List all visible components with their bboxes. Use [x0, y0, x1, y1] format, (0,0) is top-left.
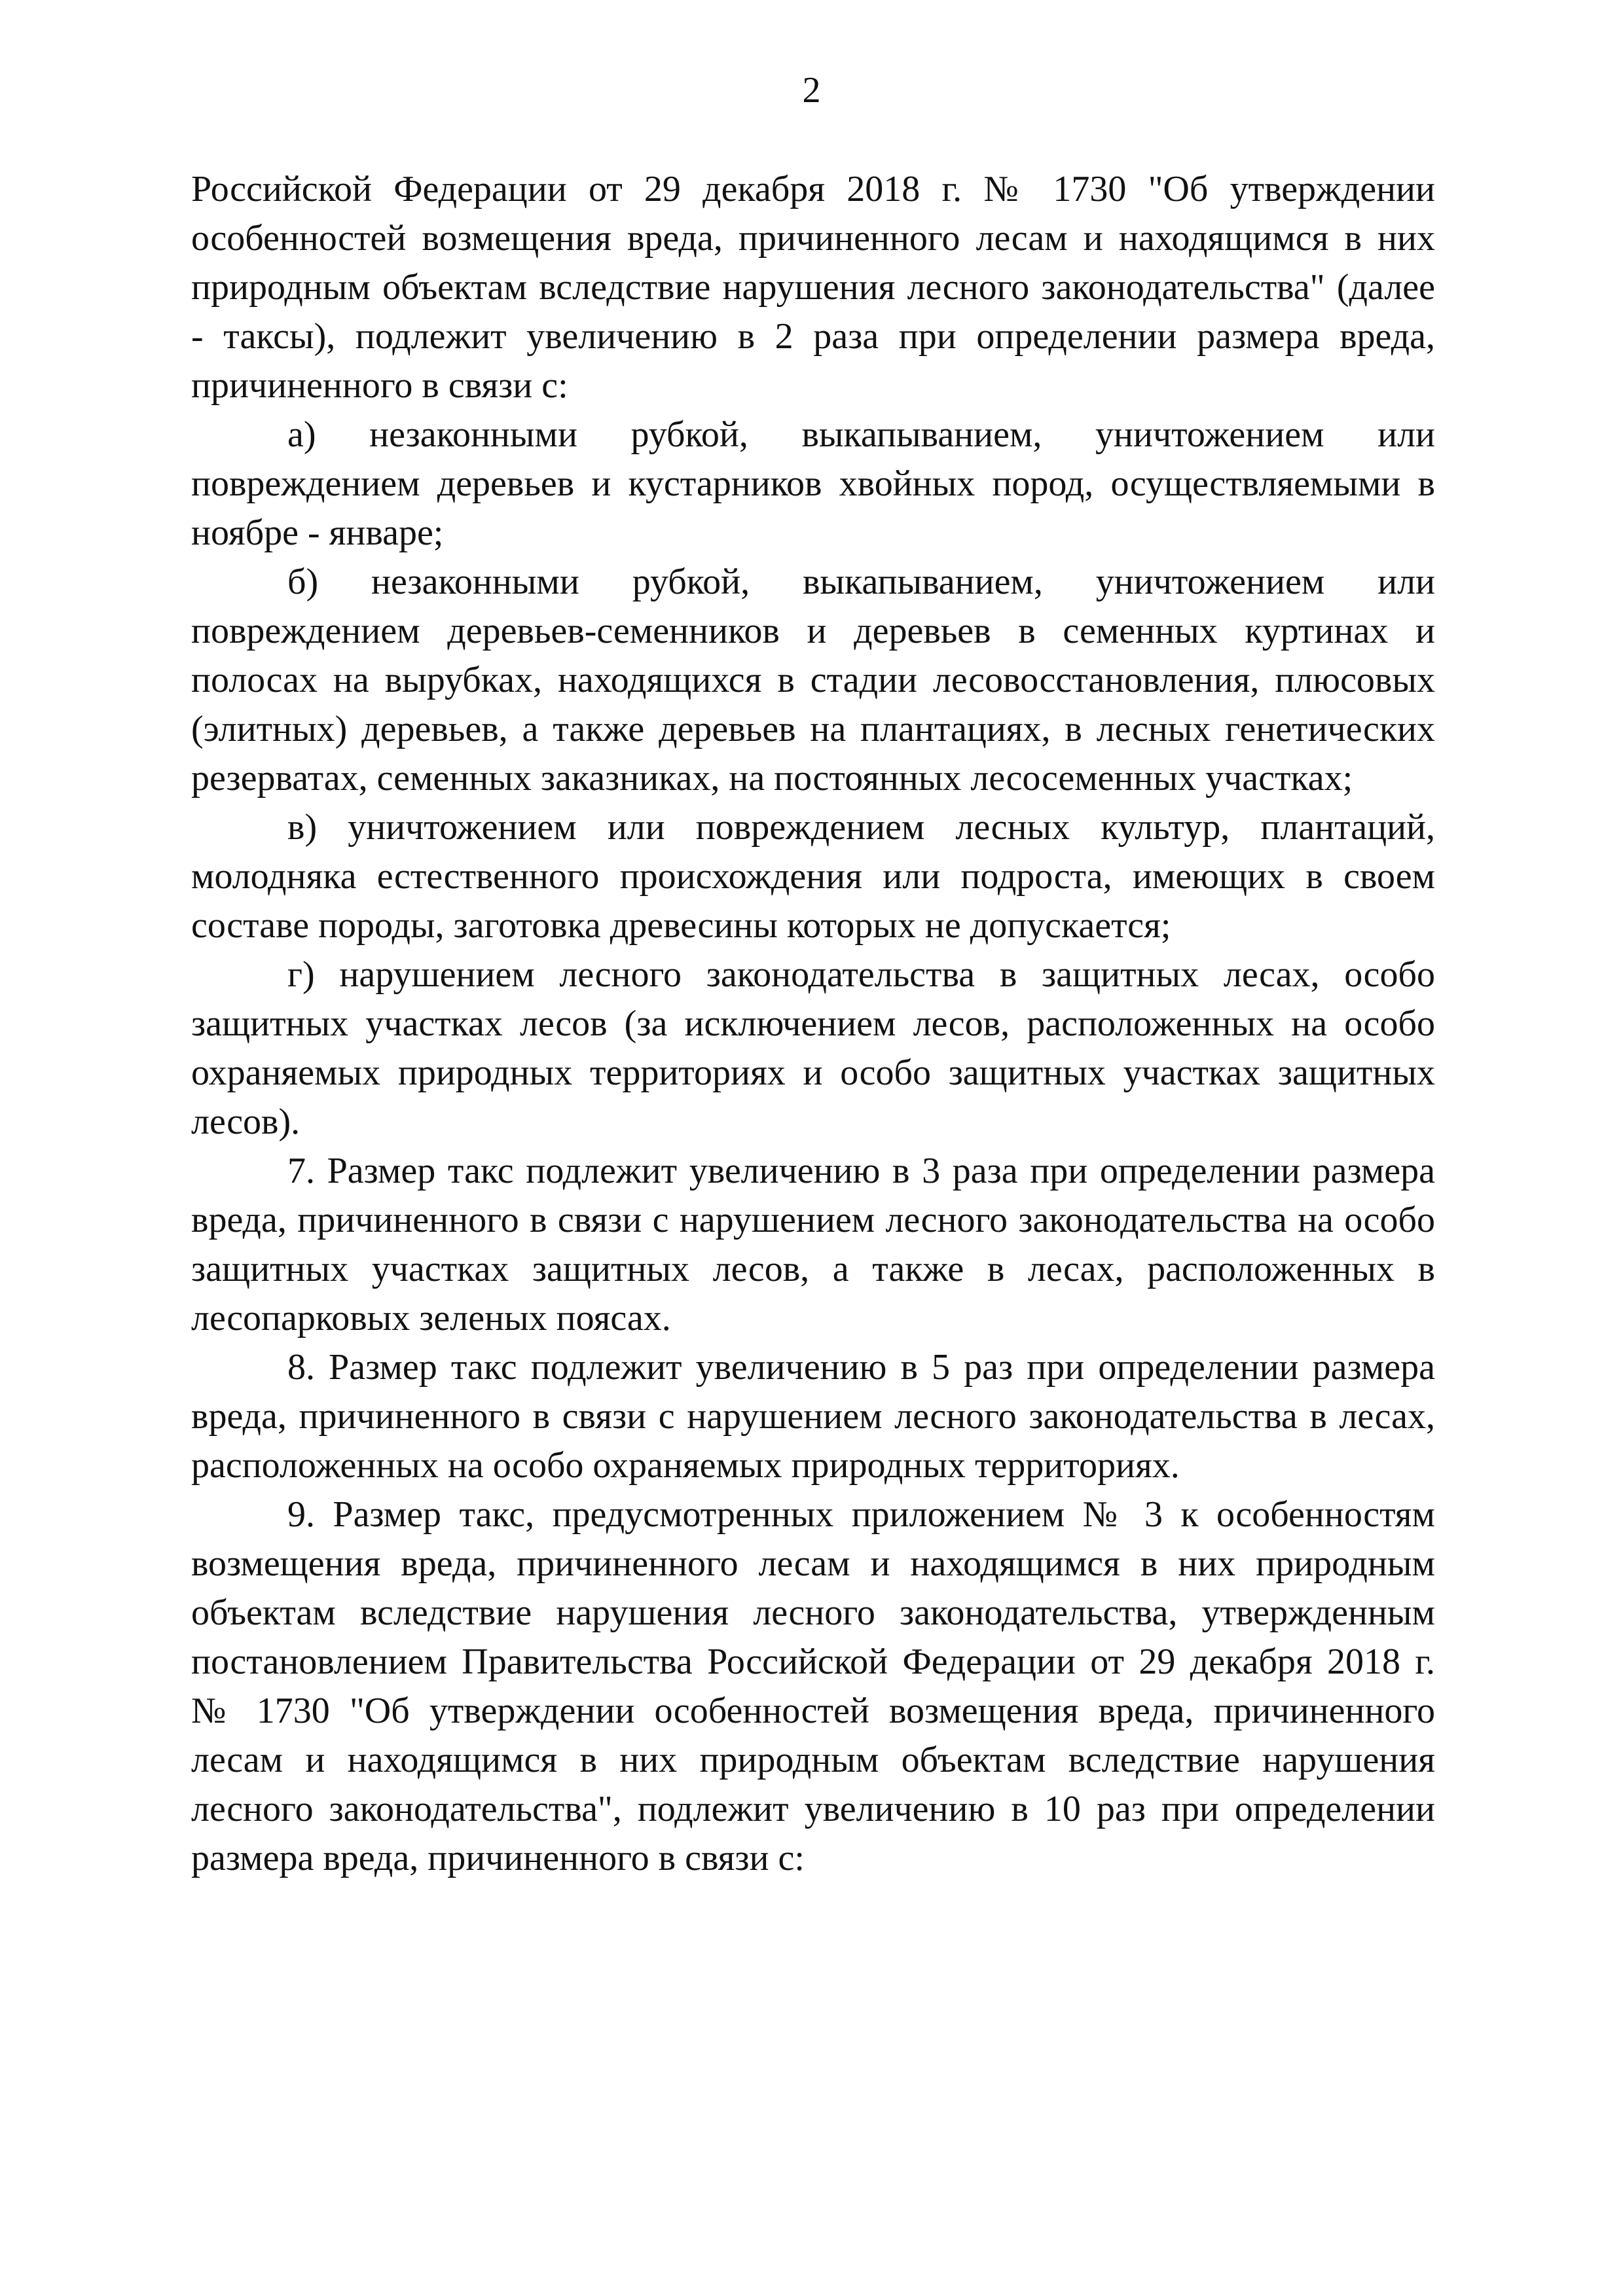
page-number: 2: [802, 70, 821, 111]
paragraph-item-b: б) незаконными рубкой, выкапыванием, уничтожением или повреждением деревьев-семенников и деревьев в семенных куртинах и полосах на вырубках, находящихся в стадии лесовосстановления, плюсовых (элитных) деревьев, а также деревьев на плантациях, в лесных генетических резерватах, семенных заказниках, на постоянных лесосеменных участках;: [191, 562, 1435, 798]
paragraph-point-9: 9. Размер такс, предусмотренных приложением № 3 к особенностям возмещения вреда, причиненного лесам и находящимся в них природным объектам вследствие нарушения лесного законодательства, утвержденным постановлением Правительства Российской Федерации от 29 декабря 2018 г. № 1730 "Об утверждении особенностей возмещения вреда, причиненного лесам и находящимся в них природным объектам вследствие нарушения лесного законодательства", подлежит увеличению в 10 раз при определении размера вреда, причиненного в связи с:: [191, 1494, 1435, 1878]
document-body: [191, 165, 1435, 1883]
paragraph-item-g: г) нарушением лесного законодательства в защитных лесах, особо защитных участках лесов (за исключением лесов, расположенных на особо охраняемых природных территориях и особо защитных участках защитных лесов).: [191, 954, 1435, 1142]
paragraph-continuation: Российской Федерации от 29 декабря 2018 г. № 1730 "Об утверждении особенностей возмещения вреда, причиненного лесам и находящимся в них природным объектам вследствие нарушения лесного законодательства" (далее - таксы), подлежит увеличению в 2 раза при определении размера вреда, причиненного в связи с:: [191, 169, 1435, 406]
paragraph-point-7: 7. Размер такс подлежит увеличению в 3 раза при определении размера вреда, причиненного в связи с нарушением лесного законодательства на особо защитных участках защитных лесов, а также в лесах, расположенных в лесопарковых зеленых поясах.: [191, 1151, 1435, 1338]
paragraph-item-v: в) уничтожением или повреждением лесных культур, плантаций, молодняка естественного происхождения или подроста, имеющих в своем составе породы, заготовка древесины которых не допускается;: [191, 807, 1435, 946]
paragraph-point-8: 8. Размер такс подлежит увеличению в 5 раз при определении размера вреда, причиненного в связи с нарушением лесного законодательства в лесах, расположенных на особо охраняемых природных территориях.: [191, 1347, 1435, 1486]
paragraph-item-a: а) незаконными рубкой, выкапыванием, уничтожением или повреждением деревьев и кустарников хвойных пород, осуществляемыми в ноябре - январе;: [191, 414, 1435, 553]
